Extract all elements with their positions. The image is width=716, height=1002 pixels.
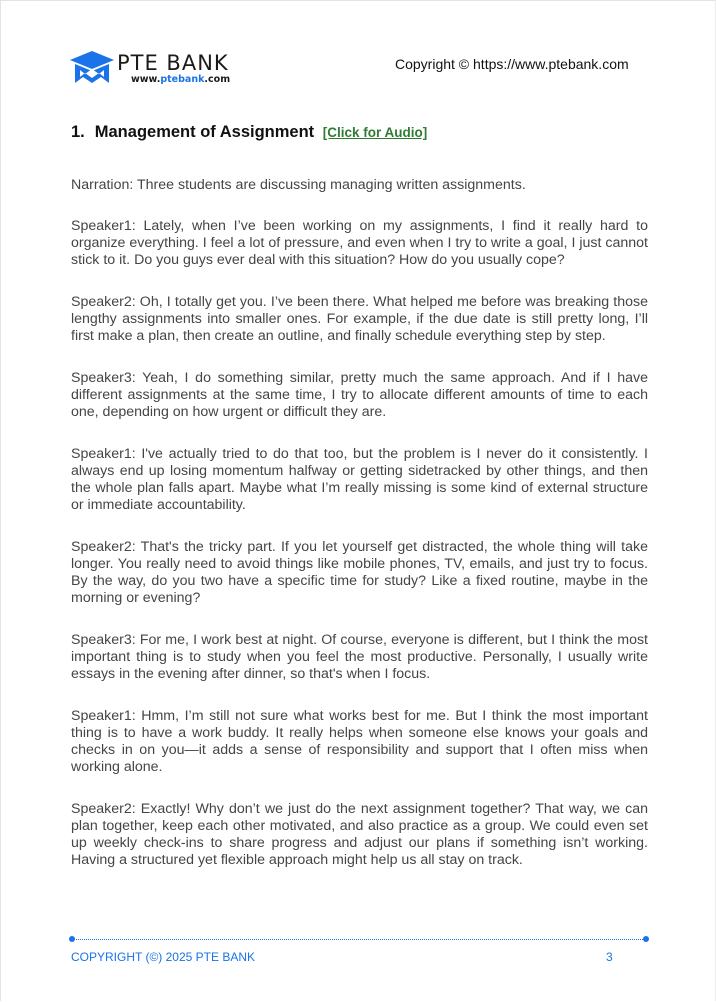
logo-url <box>131 75 230 85</box>
logo-url-brand: ptebank <box>160 74 205 86</box>
header-copyright: Copyright © https://www.ptebank.com <box>395 56 629 72</box>
transcript <box>71 177 648 894</box>
speaker-paragraph: Speaker1: Lately, when I’ve been working on my assignments, I find it really hard to organize everything. I feel a lot of pressure, and even when I try to write a goal, I just cannot stick to it. Do you guys ever deal with this situation? How do you usually cope? <box>71 218 648 268</box>
graduation-cap-icon <box>69 50 115 86</box>
speaker-paragraph: Speaker3: Yeah, I do something similar, pretty much the same approach. And if I have different assignments at the same time, I try to allocate different amounts of time to each one, depending on how urgent or difficult they are. <box>71 370 648 420</box>
section-title-text: Management of Assignment <box>94 123 315 141</box>
pte-bank-logo <box>69 50 230 86</box>
logo-url-prefix: www. <box>131 74 161 86</box>
footer-divider <box>71 939 647 940</box>
speaker-paragraph: Speaker1: Hmm, I’m still not sure what works best for me. But I think the most important thing is to have a work buddy. It really helps when someone else knows your goals and checks in on you—it adds a sense of responsibility and support that I often miss when working alone. <box>71 708 648 775</box>
section-title <box>71 123 427 142</box>
audio-link[interactable]: [Click for Audio] <box>322 125 428 140</box>
speaker-paragraph: Speaker2: Exactly! Why don’t we just do the next assignment together? That way, we can plan together, keep each other motivated, and also practice as a group. We could even set up weekly check-ins to share progress and adjust our plans if something isn’t working. Having a structured yet flexible approach might help us all stay on track. <box>71 801 648 868</box>
narration-paragraph: Narration: Three students are discussing managing written assignments. <box>71 177 526 193</box>
speaker-paragraph: Speaker2: That's the tricky part. If you let yourself get distracted, the whole thing will take longer. You really need to avoid things like mobile phones, TV, emails, and just try to focus. By the way, do you two have a specific time for study? Like a fixed routine, maybe in the morning or evening? <box>71 539 648 606</box>
footer-rule-dot-right <box>643 936 649 942</box>
logo-title: PTE BANK <box>117 51 229 76</box>
footer-copyright: COPYRIGHT (©) 2025 PTE BANK <box>71 950 256 964</box>
section-number: 1. <box>71 123 85 141</box>
speaker-paragraph: Speaker3: For me, I work best at night. Of course, everyone is different, but I think the most important thing is to study when you feel the most productive. Personally, I usually write essays in the evening after dinner, so that's when I focus. <box>71 632 648 682</box>
logo-url-suffix: .com <box>204 74 231 86</box>
speaker-paragraph: Speaker1: I've actually tried to do that too, but the problem is I never do it consistently. I always end up losing momentum halfway or getting sidetracked by other things, and then the whole plan falls apart. Maybe what I’m really missing is some kind of external structure or immediate accountability. <box>71 446 648 513</box>
page-number: 3 <box>606 950 613 964</box>
speaker-paragraph: Speaker2: Oh, I totally get you. I’ve been there. What helped me before was breaking those lengthy assignments into smaller ones. For example, if the due date is still pretty long, I’ll first make a plan, then create an outline, and finally schedule everything step by step. <box>71 294 648 344</box>
